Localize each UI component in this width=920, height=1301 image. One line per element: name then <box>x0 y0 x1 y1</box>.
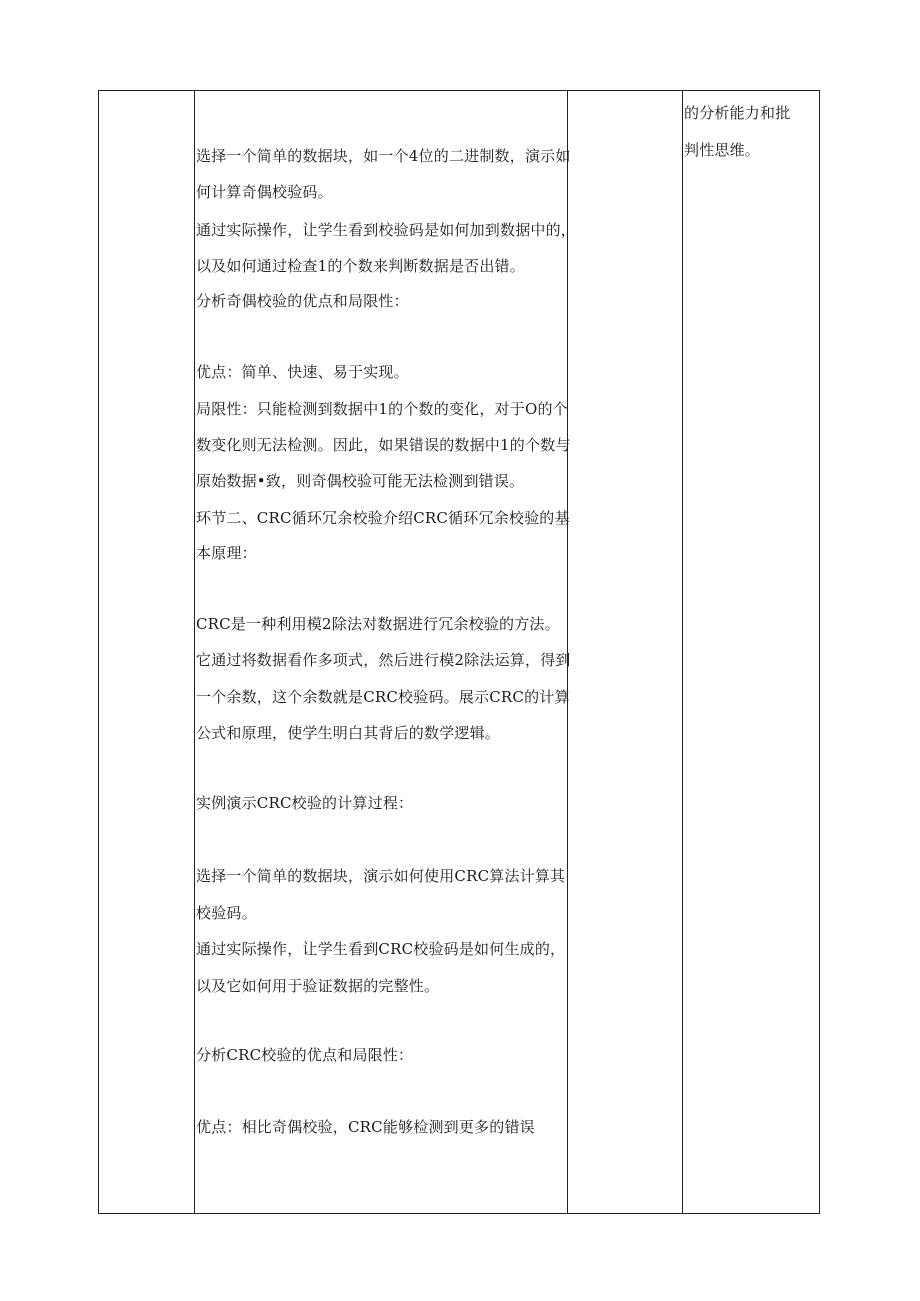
text-line: 实例演示CRC校验的计算过程： <box>196 794 414 812</box>
text-line: 通过实际操作，让学生看到CRC校验码是如何生成的， <box>196 940 566 958</box>
text-line: 通过实际操作，让学生看到校验码是如何加到数据中的， <box>196 221 577 239</box>
text-line: 数变化则无法检测。因此，如果错误的数据中1的个数与 <box>196 436 571 454</box>
text-line: 它通过将数据看作多项式，然后进行模2除法运算，得到 <box>196 651 571 669</box>
text-line: 本原理： <box>196 544 257 562</box>
text-line: 一个余数，这个余数就是CRC校验码。展示CRC的计算 <box>196 688 570 706</box>
text-line: CRC是一种利用模2除法对数据进行冗余校验的方法。 <box>196 615 560 633</box>
text-line: 判性思维。 <box>684 141 761 159</box>
text-line: 优点：简单、快速、易于实现。 <box>196 363 409 381</box>
text-line: 分析奇偶校验的优点和局限性： <box>196 292 409 310</box>
column-divider-1 <box>194 90 195 1214</box>
text-line: 的分析能力和批 <box>684 104 791 122</box>
text-line: 原始数据•致，则奇偶校验可能无法检测到错误。 <box>196 472 525 490</box>
text-line: 环节二、CRC循环冗余校验介绍CRC循环冗余校验的基 <box>196 509 570 527</box>
text-line: 何计算奇偶校验码。 <box>196 183 333 201</box>
text-line: 以及如何通过检查1的个数来判断数据是否出错。 <box>196 257 525 275</box>
text-line: 校验码。 <box>196 904 257 922</box>
text-line: 优点：相比奇偶校验，CRC能够检测到更多的错误 <box>196 1118 535 1136</box>
text-line: 分析CRC校验的优点和局限性： <box>196 1046 414 1064</box>
text-line: 局限性：只能检测到数据中1的个数的变化，对于O的个 <box>196 400 568 418</box>
text-line: 公式和原理，使学生明白其背后的数学逻辑。 <box>196 724 501 742</box>
text-line: 以及它如何用于验证数据的完整性。 <box>196 977 440 995</box>
text-line: 选择一个简单的数据块，演示如何使用CRC算法计算其 <box>196 867 566 885</box>
column-divider-3 <box>682 90 683 1214</box>
text-line: 选择一个简单的数据块，如一个4位的二进制数，演示如 <box>196 147 571 165</box>
